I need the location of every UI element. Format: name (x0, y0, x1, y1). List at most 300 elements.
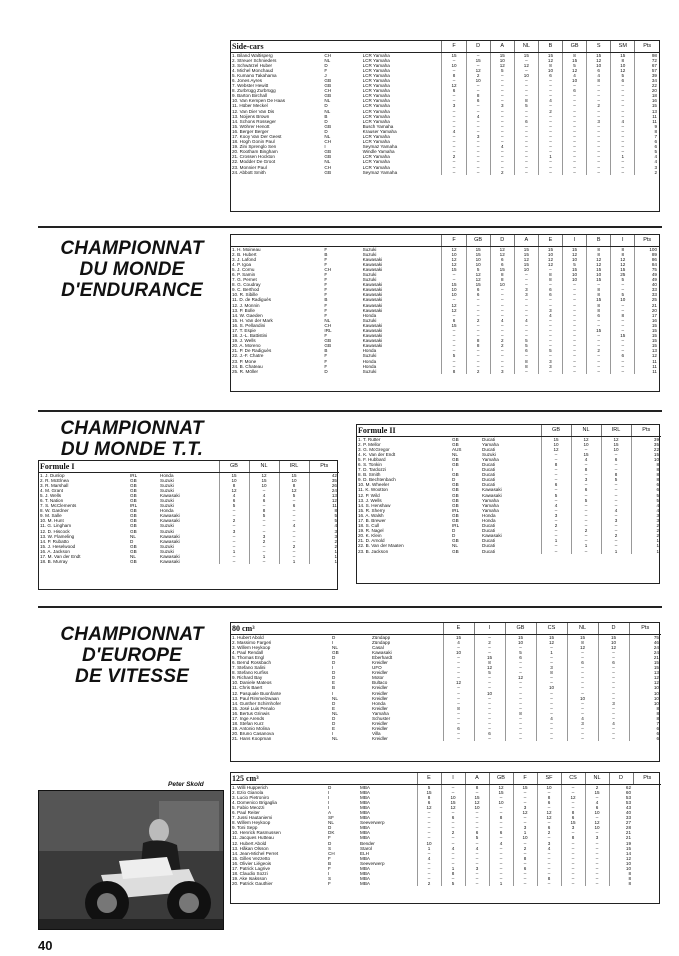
nationality: CH (324, 52, 332, 58)
race-points: – (571, 523, 601, 528)
race-points: 8 (489, 815, 513, 820)
machine: Ducati (482, 472, 496, 478)
table-formule2 (356, 424, 660, 584)
race-points: 8 (466, 343, 490, 348)
rider-name: 8. G. Coudray (232, 282, 261, 288)
rider-name: 10. Daniele Mateos (232, 680, 272, 686)
race-points: 10 (490, 58, 514, 63)
heading-line: CHAMPIONNAT (60, 418, 204, 439)
race-points: 10 (611, 63, 635, 68)
column-header: IRL (279, 461, 309, 472)
points-total: 3 (309, 534, 339, 539)
race-points: – (611, 308, 635, 313)
race-points: – (474, 701, 505, 706)
machine: Suzuki (160, 497, 174, 503)
race-points: – (490, 292, 514, 297)
table-sidecars (230, 40, 660, 212)
points-total: 24 (629, 645, 661, 650)
race-points: 6 (279, 503, 309, 508)
points-total: 33 (635, 287, 659, 292)
race-points: – (611, 144, 635, 149)
race-points: – (536, 645, 567, 650)
points-total: 15 (629, 660, 661, 665)
rider-name: 8. W. Gardner (40, 508, 69, 514)
column-header: F (513, 773, 537, 784)
nationality: NL (452, 543, 458, 549)
nationality: IRL (324, 328, 332, 333)
nationality: D (332, 700, 336, 706)
nationality: I (332, 639, 334, 645)
race-points: 15 (442, 52, 466, 58)
race-points: 5 (514, 343, 538, 348)
race-points: – (537, 820, 561, 825)
race-points: 8 (538, 277, 562, 282)
race-points: 1 (536, 650, 567, 655)
heading-line: D'ENDURANCE (61, 280, 203, 301)
race-points: – (611, 348, 635, 353)
race-points: 10 (538, 68, 562, 73)
race-points: – (538, 78, 562, 83)
race-points: 6 (490, 262, 514, 267)
nationality: GB (452, 502, 459, 508)
race-points: 12 (442, 83, 466, 88)
column-header: GB (541, 425, 571, 436)
race-points: – (563, 93, 587, 98)
race-points: – (514, 170, 538, 175)
race-points: 4 (611, 119, 635, 124)
race-points: – (474, 726, 505, 731)
race-points: 10 (219, 478, 249, 483)
race-points: – (563, 159, 587, 164)
table-row (231, 369, 659, 374)
race-points: 5 (601, 477, 631, 482)
race-points: 15 (561, 820, 585, 825)
race-points: – (505, 701, 536, 706)
machine: Windle Yamaha (362, 149, 395, 155)
race-points: – (611, 149, 635, 154)
race-points: 10 (249, 483, 279, 488)
race-points: 6 (538, 292, 562, 297)
race-points: 15 (465, 795, 489, 800)
nationality: D (452, 528, 456, 534)
column-header: I (474, 623, 505, 634)
race-points: – (563, 303, 587, 308)
nationality: CH (324, 266, 332, 272)
rider-name: 11. Jacques Hutteau (232, 835, 274, 841)
race-points: – (442, 277, 466, 282)
race-points: – (505, 691, 536, 696)
nationality: CH (324, 164, 332, 170)
nationality: D (328, 784, 332, 790)
race-points: – (513, 800, 537, 805)
nationality: F (324, 358, 328, 364)
machine: MBA (360, 804, 370, 810)
machine: Kawasaki (482, 487, 502, 493)
race-points: – (505, 731, 536, 736)
points-total: 9 (635, 124, 659, 129)
nationality: NL (452, 451, 458, 457)
race-points: 10 (514, 73, 538, 78)
race-points: 6 (249, 498, 279, 503)
race-points: – (536, 706, 567, 711)
race-points: 3 (466, 134, 490, 139)
race-points: – (505, 670, 536, 675)
race-points: 15 (219, 472, 249, 478)
nationality: E (332, 705, 336, 711)
race-points: 5 (279, 493, 309, 498)
machine: MBA (360, 876, 370, 882)
nationality: F (324, 363, 328, 369)
points-total: 39 (631, 436, 661, 442)
race-points: – (538, 303, 562, 308)
machine: Ducati (482, 446, 496, 452)
race-points: 4 (587, 73, 611, 78)
race-points: 2 (513, 846, 537, 851)
race-points: – (536, 696, 567, 701)
race-points: 4 (563, 73, 587, 78)
rider-name: 19. J. Wells (232, 338, 256, 344)
points-total: 8 (631, 462, 661, 467)
nationality: S (328, 845, 332, 851)
points-total: 33 (609, 815, 633, 820)
points-total: 5 (635, 149, 659, 154)
machine: LCR Yamaha (362, 88, 390, 94)
race-points: 6 (514, 348, 538, 353)
rider-name: 24. B. Chateau (232, 363, 263, 369)
rider-name: 17. B. Brewer (358, 518, 386, 523)
rider-name: 12. Hubert Abold (232, 840, 267, 846)
machine: Kawasaki (160, 518, 180, 524)
machine: MBA (360, 866, 370, 871)
race-points: – (587, 114, 611, 119)
machine: MBA (360, 815, 370, 821)
race-points: 12 (587, 257, 611, 262)
table-title: Side-cars (231, 41, 442, 52)
machine: Yamaha (372, 710, 389, 716)
rider-name: 16. Bertus Grinwis (232, 710, 270, 716)
machine: Suzuki (362, 246, 377, 252)
race-points: 25 (611, 272, 635, 277)
race-points: 6 (489, 830, 513, 835)
race-points: – (442, 124, 466, 129)
nationality: J (324, 72, 327, 78)
race-points: – (601, 498, 631, 503)
points-total: 2 (309, 544, 339, 549)
race-points: 4 (601, 508, 631, 513)
column-header: B (587, 235, 611, 246)
race-points: 6 (219, 498, 249, 503)
points-total: 3 (309, 529, 339, 534)
race-points: – (489, 861, 513, 866)
race-points: 2 (441, 830, 465, 835)
machine: Honda (160, 508, 174, 514)
race-points: 12 (587, 262, 611, 267)
points-total: 4 (631, 508, 661, 513)
nationality: GB (324, 83, 332, 89)
machine: Suzuki (362, 277, 377, 283)
race-points: – (514, 303, 538, 308)
column-header: E (538, 235, 562, 246)
race-points: 8 (490, 277, 514, 282)
machine: Kawasaki (482, 533, 502, 539)
machine: Ducati (482, 528, 496, 534)
race-points: 10 (571, 442, 601, 447)
nationality: GB (324, 169, 332, 175)
race-points: 12 (541, 447, 571, 452)
machine: Kawasaki (362, 322, 383, 328)
column-header: B (538, 41, 562, 52)
race-points: 10 (505, 640, 536, 645)
race-points: 3 (514, 287, 538, 292)
machine: Ducati (482, 538, 496, 544)
machine: Suzuki (160, 482, 174, 488)
points-total: 4 (309, 523, 339, 528)
race-points: 8 (561, 810, 585, 815)
race-points: – (514, 297, 538, 302)
race-points: – (514, 129, 538, 134)
nationality: GB (452, 487, 459, 493)
race-points: 8 (587, 303, 611, 308)
race-points: 10 (514, 267, 538, 272)
race-points: 4 (514, 318, 538, 323)
race-points: 15 (443, 634, 474, 640)
race-points: – (442, 109, 466, 114)
rider-name: 19. Ake Isaksson (232, 876, 267, 882)
race-points: 5 (442, 353, 466, 358)
race-points: 10 (585, 825, 609, 830)
race-points: – (538, 338, 562, 343)
machine: Kawasaki (362, 333, 383, 339)
race-points: 2 (490, 338, 514, 343)
race-points: – (474, 721, 505, 726)
race-points: – (563, 292, 587, 297)
nationality: GB (130, 528, 137, 534)
race-points: 4 (219, 493, 249, 498)
race-points: 12 (219, 488, 249, 493)
race-points: – (490, 119, 514, 124)
race-points: – (490, 308, 514, 313)
race-points: 8 (537, 876, 561, 881)
section-divider (38, 606, 662, 608)
race-points: 3 (514, 292, 538, 297)
rider-name: 18. Stefan Kurz (232, 721, 264, 727)
race-points: – (465, 851, 489, 856)
rider-name: 4. Michel Monchaud (232, 67, 274, 73)
race-points: 12 (514, 257, 538, 262)
machine: Suzuki (362, 368, 377, 374)
points-total: 27 (609, 820, 633, 825)
race-points: 6 (538, 73, 562, 78)
race-points: – (587, 170, 611, 175)
table-title: Formule I (39, 461, 219, 472)
race-points: 8 (443, 706, 474, 711)
race-points: – (490, 78, 514, 83)
rider-name: 9. D. Bechtenbach (358, 477, 396, 483)
race-points: – (474, 696, 505, 701)
race-points: – (443, 736, 474, 741)
race-points: – (563, 149, 587, 154)
race-points: 5 (611, 73, 635, 78)
race-points: – (279, 508, 309, 513)
race-points: – (279, 498, 309, 503)
points-total: 5 (631, 493, 661, 498)
race-points: – (490, 165, 514, 170)
race-points: – (598, 716, 629, 721)
machine: Kawasaki (362, 307, 383, 313)
race-points: – (442, 333, 466, 338)
machine: Schuster (372, 716, 391, 721)
race-points: 3 (537, 841, 561, 846)
race-points: – (466, 83, 490, 88)
race-points: 15 (611, 52, 635, 58)
machine: Suzuki (482, 451, 496, 457)
rider-name: 18. J.-L. Battistini (232, 333, 268, 339)
race-points: 6 (571, 487, 601, 492)
race-points: – (466, 88, 490, 93)
race-points: – (443, 716, 474, 721)
race-points: – (598, 685, 629, 690)
race-points: – (490, 73, 514, 78)
race-points: 3 (538, 308, 562, 313)
points-total: 1 (309, 549, 339, 554)
race-points: – (587, 165, 611, 170)
points-total: 19 (609, 841, 633, 846)
race-points: 5 (541, 493, 571, 498)
race-points: – (417, 871, 441, 876)
race-points: 8 (219, 483, 249, 488)
points-total: 1 (631, 543, 661, 548)
race-points: – (466, 333, 490, 338)
heading-line: CHAMPIONNAT (60, 238, 204, 259)
nationality: CH (324, 88, 332, 94)
nationality: D (324, 62, 328, 68)
nationality: GB (452, 512, 459, 518)
rider-name: 20. K. Klein (358, 533, 382, 539)
table-row (39, 559, 339, 564)
table-125cc (230, 772, 660, 904)
race-points: – (514, 68, 538, 73)
race-points: – (585, 856, 609, 861)
race-points: – (466, 103, 490, 108)
race-points: – (490, 114, 514, 119)
nationality: CH (324, 139, 332, 145)
race-points: – (442, 139, 466, 144)
race-points: 3 (538, 364, 562, 369)
race-points: 3 (601, 518, 631, 523)
machine: Kawasaki (160, 538, 180, 544)
column-header: SF (537, 773, 561, 784)
race-points: 3 (561, 825, 585, 830)
race-points: – (279, 539, 309, 544)
rider-name: 14. P. Rubatto (40, 538, 69, 544)
nationality: F (324, 333, 328, 339)
race-points: – (611, 165, 635, 170)
points-total: 15 (635, 338, 659, 343)
race-points: – (442, 58, 466, 63)
race-points: – (563, 359, 587, 364)
page-number: 40 (38, 938, 53, 953)
race-points: – (598, 670, 629, 675)
race-points: 5 (219, 503, 249, 508)
race-points: 15 (490, 267, 514, 272)
machine: LCR Yamaha (362, 103, 390, 109)
race-points: – (489, 846, 513, 851)
points-total: 21 (635, 303, 659, 308)
race-points: 4 (490, 318, 514, 323)
machine: MBA (360, 855, 370, 861)
race-points: – (611, 109, 635, 114)
points-total: 89 (635, 252, 659, 257)
race-points: – (536, 726, 567, 731)
rider-name: 13. J. Wells (358, 497, 382, 503)
race-points: 4 (571, 457, 601, 462)
column-header: D (609, 773, 633, 784)
race-points: 8 (490, 272, 514, 277)
rider-name: 12. P. Wild (358, 492, 380, 498)
points-total: 20 (635, 308, 659, 313)
race-points: 3 (513, 825, 537, 830)
column-header: CS (536, 623, 567, 634)
race-points: 6 (563, 88, 587, 93)
race-points: – (442, 272, 466, 277)
race-points: – (541, 543, 571, 548)
race-points: – (514, 328, 538, 333)
race-points: 12 (505, 675, 536, 680)
race-points: 10 (563, 277, 587, 282)
race-points: – (561, 856, 585, 861)
race-points: 10 (490, 282, 514, 287)
race-points: – (490, 348, 514, 353)
nationality: I (332, 690, 334, 696)
race-points: – (587, 124, 611, 129)
machine: Kreidler (372, 685, 388, 691)
race-points: – (490, 303, 514, 308)
rider-name: 10. Henrick Rasmussen (232, 830, 281, 836)
race-points: 4 (490, 144, 514, 149)
race-points: – (443, 731, 474, 736)
race-points: – (505, 726, 536, 731)
column-header: SM (611, 41, 635, 52)
machine: Seymaz Yamaha (362, 169, 398, 175)
motorcycle-photo-icon (39, 791, 224, 930)
race-points: 8 (466, 93, 490, 98)
race-points: – (489, 795, 513, 800)
race-points: 15 (563, 58, 587, 63)
rider-name: 2. Massimo Fargeri (232, 639, 272, 645)
race-points: 8 (514, 364, 538, 369)
points-total: 26 (309, 483, 339, 488)
race-points: – (536, 701, 567, 706)
machine: Kreidler (372, 670, 388, 676)
race-points: – (601, 523, 631, 528)
points-total: 21 (629, 655, 661, 660)
machine: Ducati (482, 543, 496, 549)
race-points: – (474, 650, 505, 655)
race-points: – (466, 139, 490, 144)
race-points: – (561, 866, 585, 871)
race-points: – (587, 364, 611, 369)
nationality: GB (130, 508, 137, 514)
race-points: 15 (514, 246, 538, 252)
race-points: 4 (585, 800, 609, 805)
race-points: 6 (601, 457, 631, 462)
race-points: – (249, 523, 279, 528)
points-total: 7 (635, 134, 659, 139)
race-points: – (585, 871, 609, 876)
race-points: 8 (601, 472, 631, 477)
race-points: – (465, 876, 489, 881)
race-points: 6 (466, 287, 490, 292)
